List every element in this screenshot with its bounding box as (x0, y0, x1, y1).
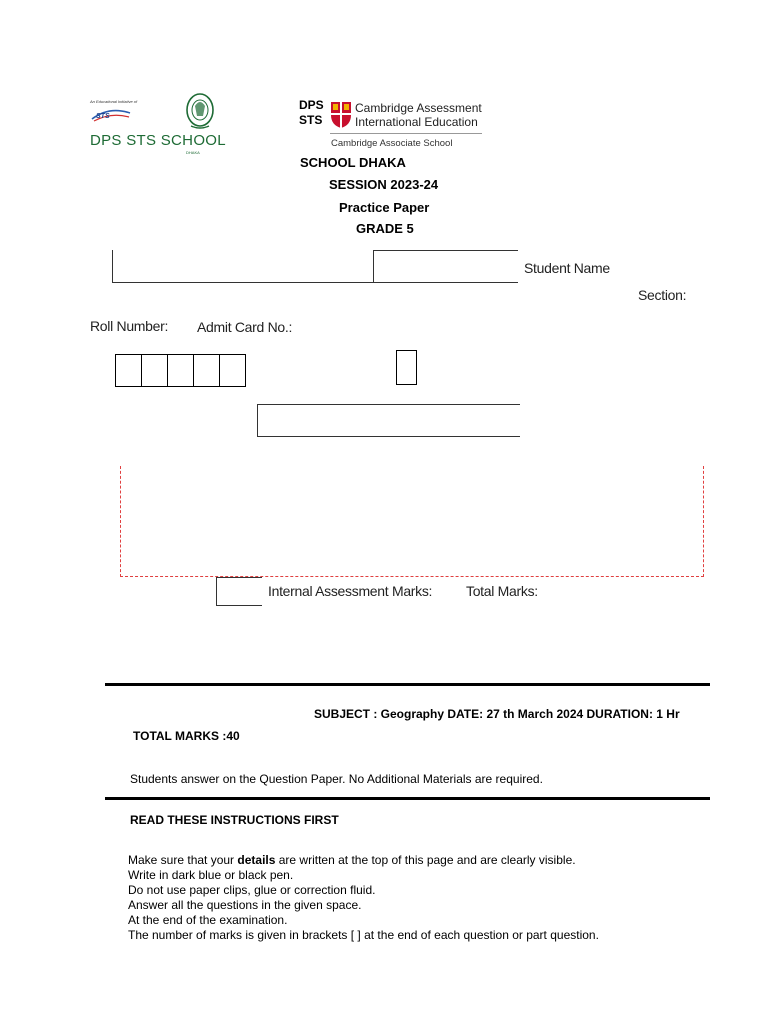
roll-digit-box[interactable] (115, 354, 142, 387)
total-marks: TOTAL MARKS :40 (133, 729, 240, 743)
grade-title: GRADE 5 (356, 221, 414, 236)
instruction-text: Make sure that your (128, 853, 238, 867)
internal-marks-label: Internal Assessment Marks: (268, 583, 433, 599)
paper-title: Practice Paper (339, 200, 430, 215)
materials-note: Students answer on the Question Paper. No Additional Materials are required. (130, 772, 543, 786)
instruction-item: Do not use paper clips, glue or correction fluid. (128, 883, 376, 897)
roll-digit-box[interactable] (141, 354, 168, 387)
cambridge-line1: Cambridge Assessment (355, 101, 482, 115)
instruction-item: At the end of the examination. (128, 913, 288, 927)
cambridge-title (355, 101, 482, 129)
divider-top (105, 683, 710, 686)
instruction-item: Write in dark blue or black pen. (128, 868, 294, 882)
instructions-list (128, 853, 599, 943)
sts-logo-icon (91, 108, 131, 122)
marks-dashed-area (120, 466, 704, 577)
roll-number-label: Roll Number: (90, 318, 169, 334)
admit-card-box[interactable] (396, 350, 417, 385)
instruction-item: Answer all the questions in the given space. (128, 898, 362, 912)
divider-bottom (105, 797, 710, 800)
header-sts: STS (299, 113, 323, 127)
instruction-item (128, 853, 599, 868)
school-logo-city: DHAKA (186, 150, 200, 155)
admit-card-label: Admit Card No.: (197, 319, 293, 335)
roll-digit-box[interactable] (167, 354, 194, 387)
logo-tagline: An Educational Initiative of (90, 99, 138, 104)
instruction-item: The number of marks is given in brackets [ ] at the end of each question or part question. (128, 928, 599, 942)
header-dps: DPS (299, 98, 324, 112)
total-marks-label: Total Marks: (466, 583, 538, 599)
marks-box[interactable] (216, 577, 262, 606)
admit-card-number-field[interactable] (257, 404, 520, 437)
cambridge-line2: International Education (355, 115, 478, 129)
roll-digit-box[interactable] (193, 354, 220, 387)
instruction-bold: details (237, 853, 276, 867)
section-label: Section: (638, 287, 687, 303)
school-crest-icon (185, 92, 215, 130)
school-title: SCHOOL DHAKA (300, 155, 406, 170)
cambridge-shield-icon (330, 101, 352, 129)
roll-digit-box[interactable] (219, 354, 246, 387)
subject-line: SUBJECT : Geography DATE: 27 th March 2024 DURATION: 1 Hr (314, 707, 680, 721)
instructions-heading: READ THESE INSTRUCTIONS FIRST (130, 813, 339, 827)
cambridge-divider (330, 133, 482, 134)
cambridge-associate: Cambridge Associate School (331, 138, 453, 149)
student-name-label: Student Name (524, 260, 610, 276)
school-logo-name: DPS STS SCHOOL (90, 132, 226, 149)
instruction-text: are written at the top of this page and are clearly visible. (275, 853, 576, 867)
sts-mark-text: STS (96, 113, 110, 120)
session-title: SESSION 2023-24 (329, 177, 439, 192)
section-field[interactable] (373, 250, 518, 283)
